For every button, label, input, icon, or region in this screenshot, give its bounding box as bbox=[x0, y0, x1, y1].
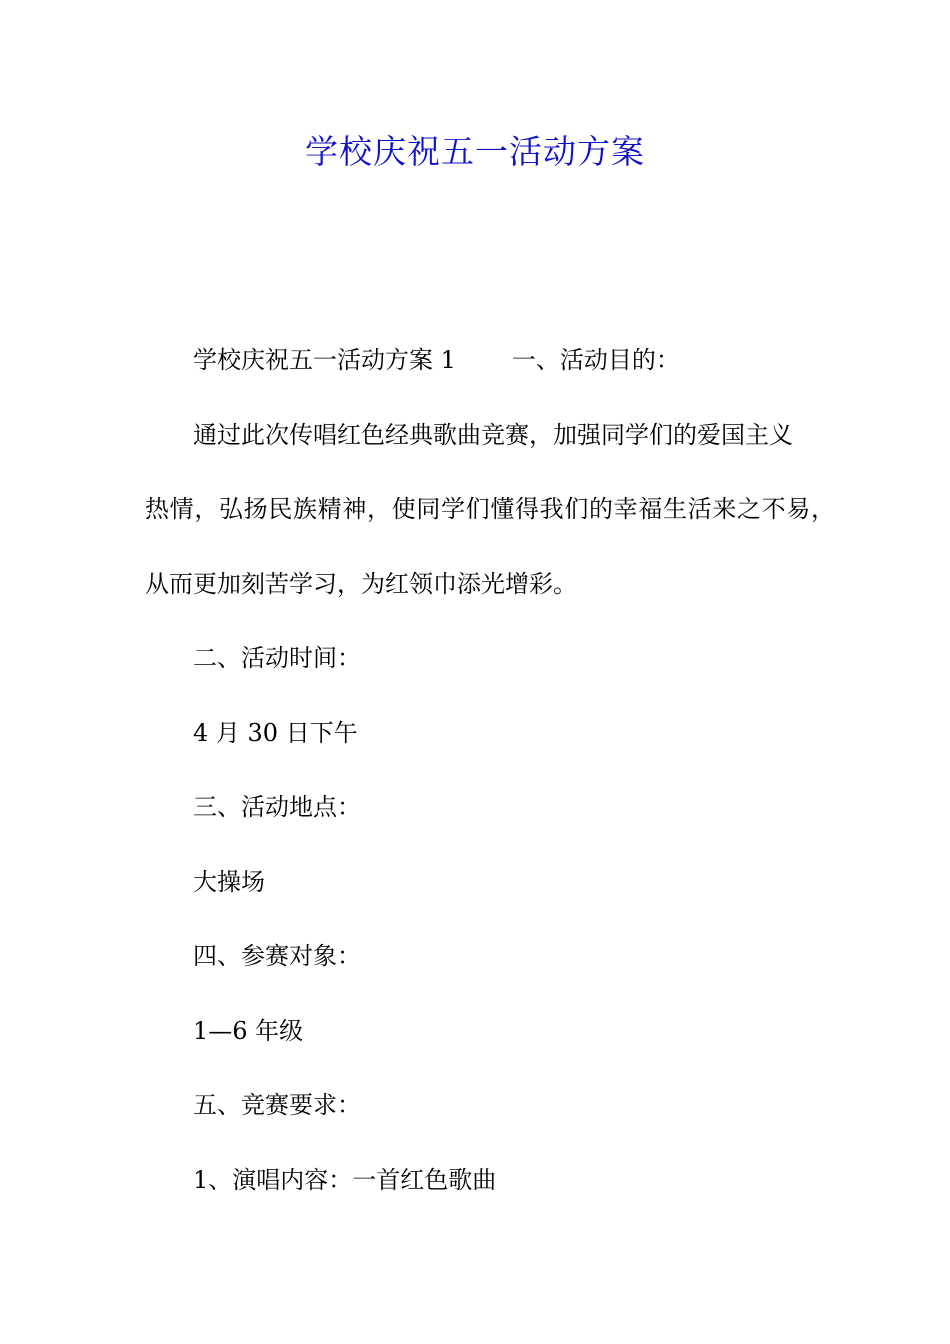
section-heading-purpose: 一、活动目的： bbox=[511, 346, 680, 374]
participants-value: 1—6 年级 bbox=[193, 1016, 304, 1045]
paragraph-line: 从而更加刻苦学习，为红领巾添光增彩。 bbox=[145, 569, 577, 598]
plan-subtitle: 学校庆祝五一活动方案 1 bbox=[193, 346, 456, 374]
section-heading-requirements: 五、竞赛要求： bbox=[193, 1091, 361, 1119]
event-time-value: 4 月 30 日下午 bbox=[193, 718, 358, 747]
document-body bbox=[145, 335, 835, 1229]
section-heading-participants: 四、参赛对象： bbox=[193, 942, 361, 970]
paragraph-line: 热情，弘扬民族精神，使同学们懂得我们的幸福生活来之不易， bbox=[145, 495, 835, 523]
requirement-item: 1、演唱内容：一首红色歌曲 bbox=[193, 1165, 497, 1194]
paragraph-heading-line bbox=[145, 335, 835, 410]
event-location-value: 大操场 bbox=[193, 867, 265, 896]
document-title: 学校庆祝五一活动方案 bbox=[305, 132, 645, 171]
paragraph-line: 通过此次传唱红色经典歌曲竞赛，加强同学们的爱国主义 bbox=[193, 420, 793, 449]
section-heading-time: 二、活动时间： bbox=[193, 644, 361, 672]
section-heading-location: 三、活动地点： bbox=[193, 793, 361, 821]
